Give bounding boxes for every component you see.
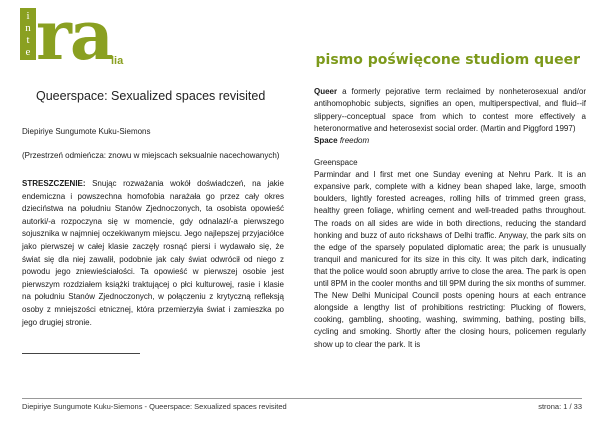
space-definition [314,135,586,147]
section-heading: Greenspace [314,158,358,168]
article-author: Diepiriye Sungumote Kuku-Siemons [22,127,151,136]
logo-ra-text: ra [36,0,112,76]
logo-lia-text: lia [111,55,124,67]
title-translation: (Przestrzeń odmieńcza: znowu w miejscach seksualnie nacechowanych) [22,151,280,160]
queer-definition [314,86,586,135]
footer-citation: Diepiriye Sungumote Kuku-Siemons - Queerspace: Sexualized spaces revisited [22,402,287,411]
abstract-label: STRESZCZENIE: [22,179,86,188]
journal-logo[interactable] [20,0,130,76]
abstract [22,178,284,329]
space-definition-text: freedom [339,136,370,146]
logo-inte-text: i n t e [20,8,36,60]
body-paragraph: Parmindar and I first met one Sunday evening at Nehru Park. It is an expansive park, complete with a kidney bean shaped lake, large, smooth boulders, lightly forested acreages, rolling hills of trimmed green grass, healthy green foliage, whirling cement and well-treaded paths throughout. The roads on all sides are wide in both directions, reducing the standard honking and buzz of auto rickshaws of Delhi traffic. Anyway, the park sits on the edge of the sparsely populated diplomatic area; the park is unusually tranquil and manicured for its size in this city. It was pitch dark, indicating that the police would soon abruptly arrive to close the area. The park is open until 8PM in the cooler months and till 9PM during the six months of summer. The New Delhi Municipal Council posts opening hours at each entrance alongside a lengthy list of prohibitions restricting: Plucking of flowers, cooking, gambling, shooting, washing, swimming, bathing, posting bills, cycling and smoking. Shortly after the closing hours, policemen regularly show up to clear the park. It is [314,170,586,349]
space-term: Space [314,136,338,146]
journal-tagline: pismo poświęcone studiom queer [315,52,580,68]
right-column [314,86,586,351]
page-footer [22,398,582,411]
footnote-divider [22,353,140,354]
queer-definition-text: a formerly pejorative term reclaimed by nonheterosexual and/or antihomophobic subjects, signifies an open, multiperspectival, and fluid--if slippery--conceptual space from which to contest more effectively a heteronormative and heterosexist social order. (Martin and Piggford 1997) [314,87,586,133]
left-column [22,86,284,354]
article-title: Queerspace: Sexualized spaces revisited [36,89,266,103]
queer-term: Queer [314,87,338,96]
page-number: strona: 1 / 33 [538,402,582,411]
abstract-text: Snując rozważania wokół doświadczeń, na jakie endemiczna i powszechna homofobia narażała go przez cały okres dzieciństwa na południu Stanów Zjednoczonych, ta osobista opowieść autorki/-a rozpoczyna się w momencie, gdy odnalazł/-a pierwszego sojusznika w najmniej oczekiwanym miejscu. Jego najlepszej przyjaciółce jako pierwszej w całej klasie zaczęły rosnąć piersi i wydawało się, że świat się dla niej zawalił, podobnie jak cały świat odwrócił od niego z powodu jego zniewieściałości. Ta opowieść w pierwszej osobie jest pierwszym rozdziałem książki traktującej o płci kulturowej, rasie i klasie na południu Stanów Zjednoczonych, w połączeniu z krytyczną refleksją osoby z mniejszości etnicznej, która przemierzyła świat i zamieszka po jego drugiej stronie. [22,179,284,327]
